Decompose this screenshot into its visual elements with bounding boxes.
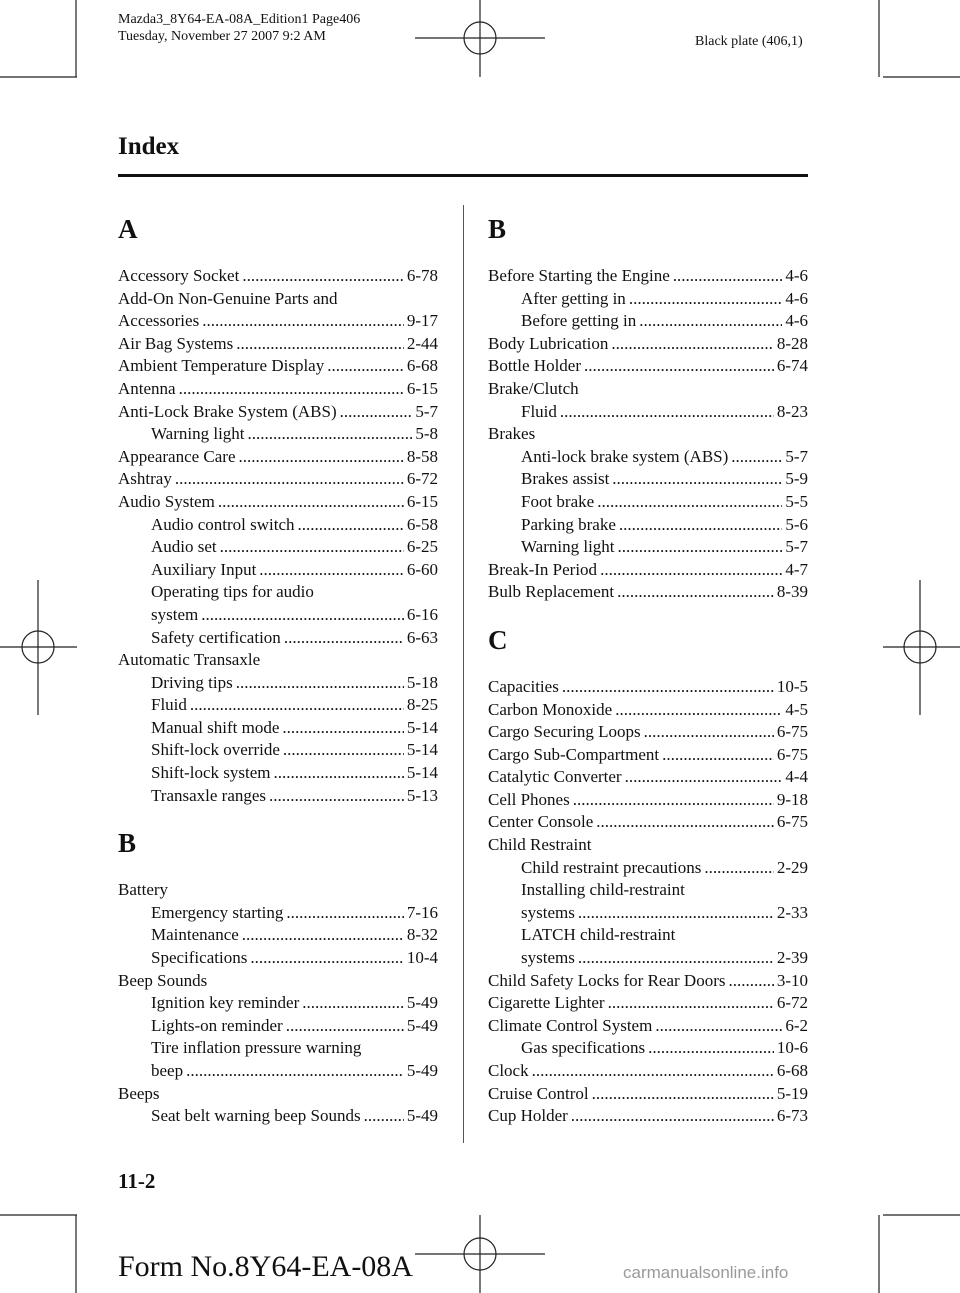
index-entry	[118, 333, 438, 356]
dot-leader	[236, 333, 404, 356]
entry-text: Driving tips	[151, 672, 233, 692]
entry-text: Carbon Monoxide	[488, 699, 613, 719]
entry-text: Maintenance	[151, 925, 239, 945]
dot-leader	[364, 1105, 404, 1128]
dot-leader	[618, 536, 783, 559]
index-entry	[488, 1015, 808, 1038]
entry-text: Body Lubrication	[488, 333, 609, 353]
entry-text: Auxiliary Input	[151, 559, 257, 579]
dot-leader	[573, 789, 774, 812]
dot-leader	[578, 947, 774, 970]
entry-text: Add-On Non-Genuine Parts and	[118, 288, 338, 308]
index-entry	[488, 1060, 808, 1083]
dot-leader	[644, 721, 774, 744]
entry-text: Audio control switch	[151, 514, 295, 534]
entry-page: 4-5	[785, 699, 808, 719]
index-entry	[118, 265, 438, 288]
entry-text: Cargo Sub-Compartment	[488, 744, 660, 764]
index-column-left	[118, 215, 438, 1128]
dot-leader	[611, 333, 773, 356]
dot-leader	[242, 265, 404, 288]
dot-leader	[284, 627, 404, 650]
dot-leader	[571, 1105, 774, 1128]
entry-text: Specifications	[151, 948, 248, 968]
entry-text: Capacities	[488, 676, 559, 696]
entry-text: Climate Control System	[488, 1015, 653, 1035]
index-entry	[488, 970, 808, 993]
dot-leader	[186, 1060, 404, 1083]
dot-leader	[201, 604, 404, 627]
entry-text: LATCH child-restraint	[521, 925, 676, 945]
entry-text: Cargo Securing Loops	[488, 722, 641, 742]
entry-page: 8-25	[406, 695, 438, 715]
entry-text: Appearance Care	[118, 446, 236, 466]
entry-text: Tire inflation pressure warning	[151, 1038, 362, 1058]
entry-page: 8-28	[776, 333, 808, 353]
index-subentry	[488, 536, 808, 559]
entry-text: systems	[521, 902, 575, 922]
index-subentry	[118, 627, 438, 650]
index-subentry	[118, 423, 438, 446]
index-entry	[118, 310, 438, 333]
dot-leader	[286, 1015, 404, 1038]
section-title: Index	[118, 133, 180, 160]
index-subentry	[118, 694, 438, 717]
entry-page: 9-17	[406, 311, 438, 331]
index-letter-heading: B	[118, 828, 137, 859]
entry-page: 6-73	[776, 1106, 808, 1126]
dot-leader	[286, 902, 403, 925]
index-entry	[488, 581, 808, 604]
entry-text: Emergency starting	[151, 902, 284, 922]
black-plate-label: Black plate (406,1)	[695, 34, 803, 49]
index-entry	[118, 378, 438, 401]
index-entry	[488, 721, 808, 744]
entry-text: Brake/Clutch	[488, 378, 579, 398]
entry-text: Beep Sounds	[118, 970, 208, 990]
entry-text: Child restraint precautions	[521, 857, 702, 877]
dot-leader	[340, 401, 413, 424]
column-separator	[463, 205, 464, 1143]
entry-page: 4-6	[785, 311, 808, 331]
entry-text: Antenna	[118, 378, 176, 398]
entry-page: 4-6	[785, 266, 808, 285]
index-subentry	[118, 717, 438, 740]
entry-text: After getting in	[521, 288, 626, 308]
dot-leader	[236, 672, 404, 695]
entry-page: 5-7	[785, 446, 808, 466]
entry-text: Audio System	[118, 491, 215, 511]
entry-page: 5-8	[415, 424, 438, 444]
entry-text: Shift-lock system	[151, 763, 271, 783]
index-subentry	[488, 857, 808, 880]
index-subentry	[118, 1105, 438, 1128]
entry-page: 6-60	[406, 559, 438, 579]
index-subentry	[488, 924, 808, 947]
index-subentry	[118, 1015, 438, 1038]
index-entry	[488, 423, 808, 446]
dot-leader	[629, 288, 783, 311]
dot-leader	[625, 766, 783, 789]
entry-page: 8-23	[776, 401, 808, 421]
index-letter-heading: B	[488, 214, 507, 244]
entry-text: Ambient Temperature Display	[118, 356, 325, 376]
entry-text: Seat belt warning beep Sounds	[151, 1106, 361, 1126]
index-subentry	[488, 401, 808, 424]
index-subentry	[488, 514, 808, 537]
dot-leader	[532, 1060, 774, 1083]
index-subentry	[118, 1037, 438, 1060]
index-entry	[118, 401, 438, 424]
entry-page: 5-5	[785, 491, 808, 511]
entry-text: Cup Holder	[488, 1106, 568, 1126]
meta-line-1: Mazda3_8Y64-EA-08A_Edition1 Page406	[118, 12, 361, 27]
entry-text: Clock	[488, 1061, 529, 1080]
dot-leader	[560, 401, 774, 424]
index-subentry	[118, 581, 438, 604]
page-number: 11-2	[118, 1169, 156, 1193]
index-subentry	[488, 446, 808, 469]
entry-page: 5-7	[415, 401, 438, 421]
dot-leader	[617, 581, 774, 604]
index-entry	[488, 378, 808, 401]
index-subentry	[118, 785, 438, 808]
index-subentry	[118, 739, 438, 762]
index-subentry	[118, 514, 438, 537]
index-entry	[488, 834, 808, 857]
index-entry	[488, 333, 808, 356]
entry-page: 6-75	[776, 722, 808, 742]
entry-text: Bottle Holder	[488, 356, 582, 376]
entry-page: 4-4	[785, 767, 808, 787]
entry-text: Cell Phones	[488, 789, 570, 809]
index-entry	[488, 1105, 808, 1128]
entry-page: 4-6	[785, 288, 808, 308]
index-entry	[488, 789, 808, 812]
entry-page: 6-75	[776, 812, 808, 832]
dot-leader	[655, 1015, 782, 1038]
entry-text: Ashtray	[118, 469, 172, 489]
entry-page: 2-33	[776, 902, 808, 922]
entry-text: beep	[151, 1061, 184, 1080]
entry-text: Catalytic Converter	[488, 767, 622, 787]
dot-leader	[704, 857, 773, 880]
index-letter-heading: C	[488, 624, 508, 655]
dot-leader	[728, 970, 773, 993]
index-subentry	[118, 924, 438, 947]
entry-page: 5-49	[406, 1106, 438, 1126]
entry-text: Cruise Control	[488, 1083, 589, 1103]
entry-page: 5-7	[785, 537, 808, 557]
dot-leader	[596, 811, 774, 834]
meta-line-2: Tuesday, November 27 2007 9:2 AM	[118, 29, 326, 44]
entry-text: Accessory Socket	[118, 266, 240, 285]
entry-page: 6-15	[406, 491, 438, 511]
entry-text: Brakes assist	[521, 469, 610, 489]
entry-page: 7-16	[406, 902, 438, 922]
dot-leader	[562, 676, 774, 699]
dot-leader	[283, 739, 404, 762]
entry-text: Accessories	[118, 311, 200, 331]
entry-page: 5-49	[406, 1015, 438, 1035]
entry-page: 8-39	[776, 582, 808, 602]
entry-page: 3-10	[776, 970, 808, 990]
dot-leader	[662, 744, 774, 767]
dot-leader	[242, 924, 404, 947]
entry-page: 6-68	[776, 1061, 808, 1080]
entry-text: Shift-lock override	[151, 740, 280, 760]
index-entry	[488, 744, 808, 767]
entry-page: 9-18	[776, 789, 808, 809]
entry-text: Cigarette Lighter	[488, 993, 605, 1013]
entry-text: Break-In Period	[488, 559, 598, 579]
entry-text: Installing child-restraint	[521, 880, 685, 900]
entry-text: Anti-Lock Brake System (ABS)	[118, 401, 337, 421]
entry-page: 5-49	[406, 993, 438, 1013]
dot-leader	[731, 446, 782, 469]
dot-leader	[612, 468, 782, 491]
index-entry	[118, 879, 438, 902]
index-entry	[488, 265, 808, 288]
index-entry	[118, 1083, 438, 1106]
dot-leader	[269, 785, 404, 808]
index-entry	[488, 676, 808, 699]
index-letter-heading: A	[118, 214, 138, 244]
index-entry	[118, 970, 438, 993]
entry-text: Child Restraint	[488, 835, 592, 855]
entry-page: 10-6	[776, 1038, 808, 1058]
dot-leader	[597, 491, 782, 514]
entry-text: Anti-lock brake system (ABS)	[521, 446, 729, 466]
index-entry	[488, 811, 808, 834]
index-subentry	[118, 947, 438, 970]
index-subentry	[118, 672, 438, 695]
index-entry	[118, 649, 438, 672]
entry-text: Lights-on reminder	[151, 1015, 283, 1035]
entry-page: 5-6	[785, 514, 808, 534]
entry-page: 5-49	[406, 1061, 438, 1080]
dot-leader	[600, 559, 782, 582]
entry-page: 5-9	[785, 469, 808, 489]
index-subentry	[118, 762, 438, 785]
dot-leader	[220, 536, 404, 559]
dot-leader	[327, 355, 404, 378]
index-subentry	[118, 536, 438, 559]
index-subentry	[488, 1037, 808, 1060]
entry-text: Fluid	[521, 401, 557, 421]
entry-text: Parking brake	[521, 514, 616, 534]
index-subentry	[488, 310, 808, 333]
index-entry	[118, 355, 438, 378]
index-column-right	[488, 215, 808, 1128]
watermark: carmanualsonline.info	[623, 1263, 789, 1282]
dot-leader	[298, 514, 404, 537]
index-entry	[118, 468, 438, 491]
entry-text: Transaxle ranges	[151, 785, 267, 805]
index-subentry	[118, 559, 438, 582]
entry-page: 6-78	[406, 266, 438, 285]
entry-text: Automatic Transaxle	[118, 650, 261, 670]
entry-text: Air Bag Systems	[118, 333, 234, 353]
entry-page: 6-75	[776, 744, 808, 764]
index-entry	[118, 446, 438, 469]
entry-page: 8-32	[406, 925, 438, 945]
entry-text: Beeps	[118, 1083, 160, 1103]
dot-leader	[273, 762, 403, 785]
dot-leader	[584, 355, 774, 378]
dot-leader	[282, 717, 403, 740]
index-subentry	[488, 468, 808, 491]
title-rule	[118, 174, 808, 177]
entry-page: 6-15	[406, 378, 438, 398]
entry-text: Ignition key reminder	[151, 993, 300, 1013]
entry-text: Brakes	[488, 424, 536, 444]
entry-page: 2-39	[776, 948, 808, 968]
index-entry	[488, 355, 808, 378]
entry-page: 5-14	[406, 717, 438, 737]
entry-page: 2-44	[406, 333, 438, 353]
dot-leader	[218, 491, 404, 514]
entry-page: 4-7	[785, 559, 808, 579]
dot-leader	[250, 947, 404, 970]
dot-leader	[673, 265, 783, 288]
entry-page: 6-58	[406, 514, 438, 534]
entry-text: Center Console	[488, 812, 594, 832]
entry-text: Fluid	[151, 695, 187, 715]
entry-text: Bulb Replacement	[488, 582, 615, 602]
entry-page: 6-63	[406, 627, 438, 647]
entry-text: Battery	[118, 880, 169, 900]
dot-leader	[179, 378, 404, 401]
entry-text: system	[151, 604, 199, 624]
index-subentry	[488, 491, 808, 514]
entry-text: Operating tips for audio	[151, 582, 314, 602]
index-entry	[118, 491, 438, 514]
dot-leader	[608, 992, 774, 1015]
entry-page: 5-14	[406, 740, 438, 760]
entry-text: Foot brake	[521, 491, 595, 511]
index-entry	[488, 699, 808, 722]
entry-page: 6-72	[406, 469, 438, 489]
entry-page: 5-19	[776, 1083, 808, 1103]
dot-leader	[190, 694, 404, 717]
form-number: Form No.8Y64-EA-08A	[118, 1250, 413, 1283]
entry-page: 6-72	[776, 993, 808, 1013]
dot-leader	[259, 559, 404, 582]
dot-leader	[248, 423, 413, 446]
entry-page: 6-25	[406, 537, 438, 557]
index-subentry	[488, 947, 808, 970]
entry-text: Manual shift mode	[151, 717, 280, 737]
index-entry	[118, 288, 438, 311]
dot-leader	[592, 1083, 774, 1106]
dot-leader	[615, 699, 782, 722]
entry-page: 6-68	[406, 356, 438, 376]
dot-leader	[175, 468, 404, 491]
index-entry	[488, 766, 808, 789]
entry-text: systems	[521, 948, 575, 968]
entry-text: Before getting in	[521, 311, 637, 331]
entry-page: 6-74	[776, 356, 808, 376]
dot-leader	[639, 310, 782, 333]
index-subentry	[118, 1060, 438, 1083]
entry-page: 6-2	[785, 1015, 808, 1035]
dot-leader	[239, 446, 404, 469]
entry-text: Gas specifications	[521, 1038, 646, 1058]
entry-page: 10-4	[406, 948, 438, 968]
entry-page: 5-14	[406, 763, 438, 783]
index-subentry	[118, 604, 438, 627]
index-subentry	[488, 879, 808, 902]
entry-page: 8-58	[406, 446, 438, 466]
entry-page: 10-5	[776, 676, 808, 696]
entry-text: Warning light	[151, 424, 245, 444]
index-entry	[488, 559, 808, 582]
entry-text: Safety certification	[151, 627, 281, 647]
entry-text: Audio set	[151, 537, 217, 557]
dot-leader	[648, 1037, 774, 1060]
dot-leader	[578, 902, 774, 925]
index-entry	[488, 1083, 808, 1106]
dot-leader	[619, 514, 782, 537]
index-subentry	[488, 902, 808, 925]
index-subentry	[488, 288, 808, 311]
entry-page: 6-16	[406, 604, 438, 624]
index-subentry	[118, 902, 438, 925]
entry-page: 5-13	[406, 785, 438, 805]
index-subentry	[118, 992, 438, 1015]
dot-leader	[202, 310, 404, 333]
entry-text: Before Starting the Engine	[488, 266, 670, 285]
index-entry	[488, 992, 808, 1015]
entry-text: Child Safety Locks for Rear Doors	[488, 970, 726, 990]
entry-text: Warning light	[521, 537, 615, 557]
entry-page: 5-18	[406, 672, 438, 692]
dot-leader	[302, 992, 404, 1015]
entry-page: 2-29	[776, 857, 808, 877]
